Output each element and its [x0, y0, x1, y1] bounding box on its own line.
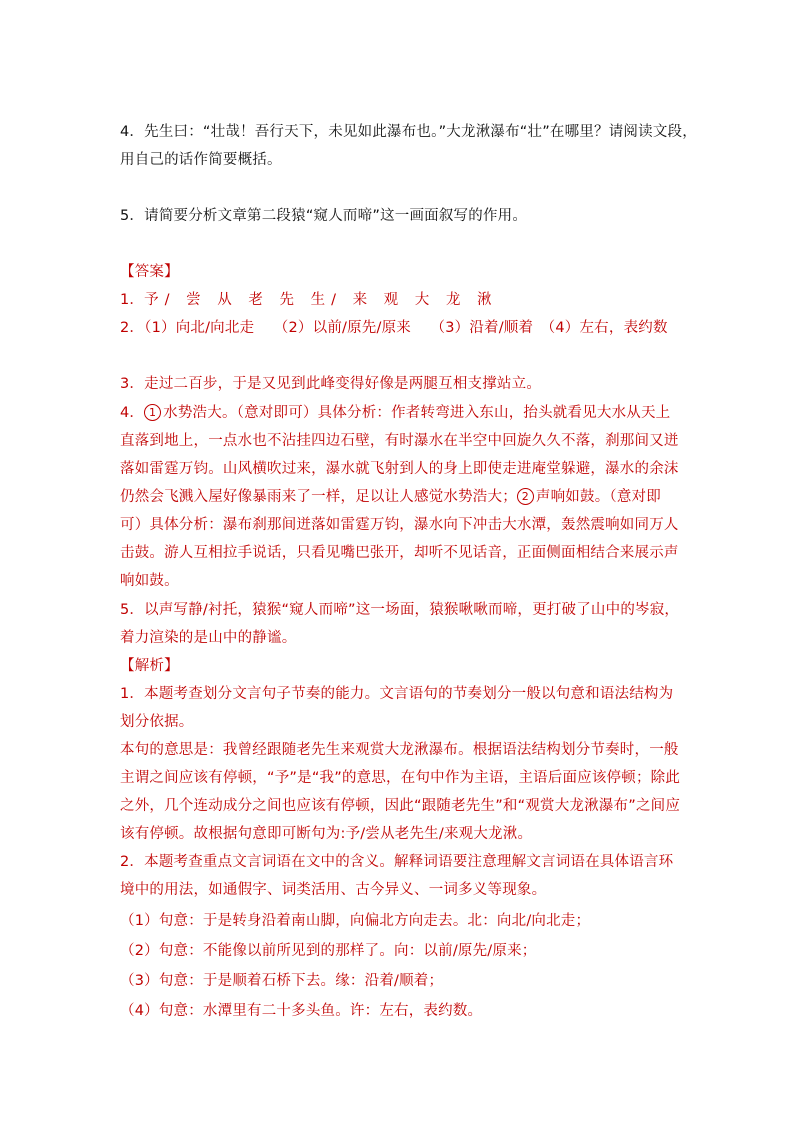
answer-3: 3．走过二百步，于是又见到此峰变得好像是两腿互相支撑站立。 — [120, 376, 542, 392]
answer-4-line-4-post: 声响如鼓。（意对即 — [535, 489, 661, 505]
analysis-1-line-1: 1．本题考查划分文言句子节奏的能力。文言语句的节奏划分一般以句意和语法结构为 — [120, 686, 674, 702]
answer-4-line-4-pre: 仍然会飞溅入屋好像暴雨来了一样，足以让人感觉水势浩大； — [120, 489, 517, 505]
answer-4-line-5: 可）具体分析：瀑布刹那间迸落如雷霆万钧，瀑水向下冲击大水潭，轰然震响如同万人 — [120, 517, 679, 533]
question-4-line-1: 4．先生曰：“壮哉！吾行天下，未见如此瀑布也。”大龙湫瀑布“壮”在哪里？请阅读文段， — [120, 124, 697, 140]
circled-number-2: 2 — [517, 488, 534, 505]
answer-1 — [120, 290, 680, 310]
circled-number-1: 1 — [144, 404, 161, 421]
question-4-line-2: 用自己的话作简要概括。 — [120, 152, 282, 168]
answer-5-line-2: 着力渲染的是山中的静谧。 — [120, 630, 297, 646]
analysis-1-line-4: 主谓之间应该有停顿，“予”是“我”的意思，在句中作为主语，主语后面应该停顿；除此 — [120, 770, 681, 786]
answer-4-line-1 — [120, 403, 680, 423]
answer-4-line-3: 落如雷霆万钧。山风横吹过来，瀑水就飞射到人的身上即使走进庵堂躲避，瀑水的余沫 — [120, 461, 679, 477]
answer-1-text: 予/ 尝 从 老 先 生/ 来 观 大 龙 湫 — [144, 292, 498, 308]
answer-5-line-1: 5．以声写静/衬托，猿猴“窥人而啼”这一场面，猿猴啾啾而啼，更打破了山中的岑寂， — [120, 602, 680, 618]
analysis-1-line-5: 之外，几个连动成分之间也应该有停顿，因此“跟随老先生”和“观赏大龙湫瀑布”之间应 — [120, 798, 681, 814]
analysis-2-line-1: 2．本题考查重点文言词语在文中的含义。解释词语要注意理解文言词语在具体语言环 — [120, 854, 674, 870]
answer-4-line-1-text: 水势浩大。（意对即可）具体分析：作者转弯进入东山，抬头就看见大水从天上 — [163, 405, 671, 421]
analysis-2-item-4: （4）句意：水潭里有二十多头鱼。许：左右，表约数。 — [120, 1003, 483, 1019]
analysis-1-line-3: 本句的意思是：我曾经跟随老先生来观赏大龙湫瀑布。根据语法结构划分节奏时，一般 — [120, 742, 679, 758]
answer-heading: 【答案】 — [120, 264, 179, 280]
analysis-1-line-6: 该有停顿。故根据句意即可断句为:予/尝从老先生/来观大龙湫。 — [120, 826, 533, 842]
answer-4-line-6: 击鼓。游人互相拉手说话，只看见嘴巴张开，却听不见话音，正面侧面相结合来展示声 — [120, 545, 679, 561]
analysis-2-item-1: （1）句意：于是转身沿着南山脚，向偏北方向走去。北：向北/向北走； — [120, 913, 591, 929]
answer-4-number: 4． — [120, 405, 145, 421]
answer-4-line-2: 直落到地上，一点水也不沾挂四边石壁，有时瀑水在半空中回旋久久不落，刹那间又迸 — [120, 433, 679, 449]
analysis-2-line-2: 境中的用法，如通假字、词类活用、古今异义、一词多义等现象。 — [120, 882, 547, 898]
analysis-1-line-2: 划分依据。 — [120, 714, 194, 730]
analysis-2-item-3: （3）句意：于是顺着石桥下去。缘：沿着/顺着； — [120, 973, 444, 989]
question-5: 5．请简要分析文章第二段猿“窥人而啼”这一画面叙写的作用。 — [120, 208, 528, 224]
answer-2: 2．（1）向北/向北走 （2）以前/原先/原来 （3）沿着/顺着 （4）左右，表约数 — [120, 320, 668, 336]
answer-1-number: 1． — [120, 292, 145, 308]
answer-4-line-7: 响如鼓。 — [120, 573, 179, 589]
analysis-2-item-2: （2）句意：不能像以前所见到的那样了。向：以前/原先/原来； — [120, 943, 537, 959]
answer-4-line-4 — [120, 487, 680, 507]
analysis-heading: 【解析】 — [120, 658, 179, 674]
